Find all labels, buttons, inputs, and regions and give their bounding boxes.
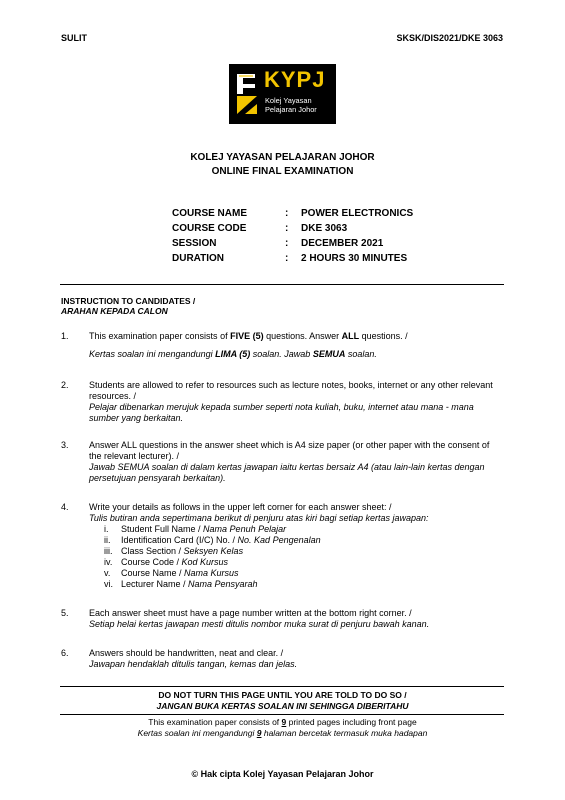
info-label: COURSE CODE [172,223,247,234]
info-sep: : [285,238,289,249]
instruction-text-malay: Jawab SEMUA soalan di dalam kertas jawapan iaitu kertas bersaiz A4 (atau lain-lain kertas dengan persetujuan pensyarah berkaitan). [89,462,485,483]
instruction-item-3 [89,440,503,484]
list-item: i. Student Full Name / Nama Penuh Pelajar [104,524,287,534]
info-sep: : [285,208,289,219]
instruction-text: Answers should be handwritten, neat and clear. / [89,648,284,658]
instruction-text: Students are allowed to refer to resources such as lecture notes, books, internet or any other relevant resources. / [89,380,493,401]
instruction-text: Write your details as follows in the upper left corner for each answer sheet: / [89,502,392,512]
header-left: SULIT [61,33,87,43]
instruction-text: Each answer sheet must have a page number written at the bottom right corner. / [89,608,412,618]
item-number: 5. [61,608,69,618]
instruction-text: This examination paper consists of FIVE (5) questions. Answer ALL questions. / [89,331,408,341]
kypj-logo [229,64,336,124]
logo-line1: Kolej Yayasan [265,96,312,105]
instruction-text: Answer ALL questions in the answer sheet which is A4 size paper (or other paper with the consent of the relevant lecturer). / [89,440,490,461]
divider [60,686,504,687]
divider [60,284,504,285]
instructions-heading-malay: ARAHAN KEPADA CALON [61,306,168,316]
list-item: ii. Identification Card (I/C) No. / No. Kad Pengenalan [104,535,321,545]
list-item: iii. Class Section / Seksyen Kelas [104,546,244,556]
instruction-item-2 [89,380,503,424]
item-number: 4. [61,502,69,512]
exam-title: ONLINE FINAL EXAMINATION [211,166,354,177]
info-sep: : [285,223,289,234]
item-number: 2. [61,380,69,390]
copyright: © Hak cipta Kolej Yayasan Pelajaran Johor [191,769,374,779]
info-label: SESSION [172,238,217,249]
instruction-item-4 [89,502,503,524]
page-count-text-malay: Kertas soalan ini mengandungi 9 halaman bercetak termasuk muka hadapan [137,728,428,738]
list-item: vi. Lecturer Name / Nama Pensyarah [104,579,258,589]
instruction-text-malay: Pelajar dibenarkan merujuk kepada sumber seperti nota kuliah, buku, internet atau mana - mana sumber yang berkaitan. [89,402,474,423]
logo-line2: Pelajaran Johor [265,105,317,114]
warning-text: DO NOT TURN THIS PAGE UNTIL YOU ARE TOLD TO DO SO / [158,690,407,700]
instruction-text-malay: Tulis butiran anda sepertimana berikut di penjuru atas kiri bagi setiap kertas jawapan: [89,513,429,523]
logo-emblem-icon [235,70,259,118]
info-sep: : [285,253,289,264]
item-number: 6. [61,648,69,658]
item-number: 3. [61,440,69,450]
info-value: 2 HOURS 30 MINUTES [301,253,408,264]
info-value: DKE 3063 [301,223,348,234]
instruction-item-6 [89,648,503,670]
list-item: v. Course Name / Nama Kursus [104,568,239,578]
info-value: DECEMBER 2021 [301,238,384,249]
divider [60,714,504,715]
detail-list [104,524,321,590]
item-number: 1. [61,331,69,341]
info-label: COURSE NAME [172,208,248,219]
info-label: DURATION [172,253,225,264]
instruction-item-5 [89,608,503,630]
college-title: KOLEJ YAYASAN PELAJARAN JOHOR [190,152,375,163]
header-right: SKSK/DIS2021/DKE 3063 [396,33,503,43]
instruction-text-malay: Jawapan hendaklah ditulis tangan, kemas dan jelas. [89,659,298,669]
page-count-text: This examination paper consists of 9 printed pages including front page [148,717,417,727]
instruction-text-malay: Setiap helai kertas jawapan mesti ditulis nombor muka surat di penjuru bawah kanan. [89,619,430,629]
instruction-text-malay: Kertas soalan ini mengandungi LIMA (5) soalan. Jawab SEMUA soalan. [89,349,377,359]
info-value: POWER ELECTRONICS [301,208,414,219]
instruction-item-1 [89,331,503,360]
copyright-icon: © [191,769,199,779]
logo-text: KYPJ [264,67,326,92]
warning-text-malay: JANGAN BUKA KERTAS SOALAN INI SEHINGGA DIBERITAHU [156,701,409,711]
instructions-heading: INSTRUCTION TO CANDIDATES / [61,296,196,306]
list-item: iv. Course Code / Kod Kursus [104,557,229,567]
